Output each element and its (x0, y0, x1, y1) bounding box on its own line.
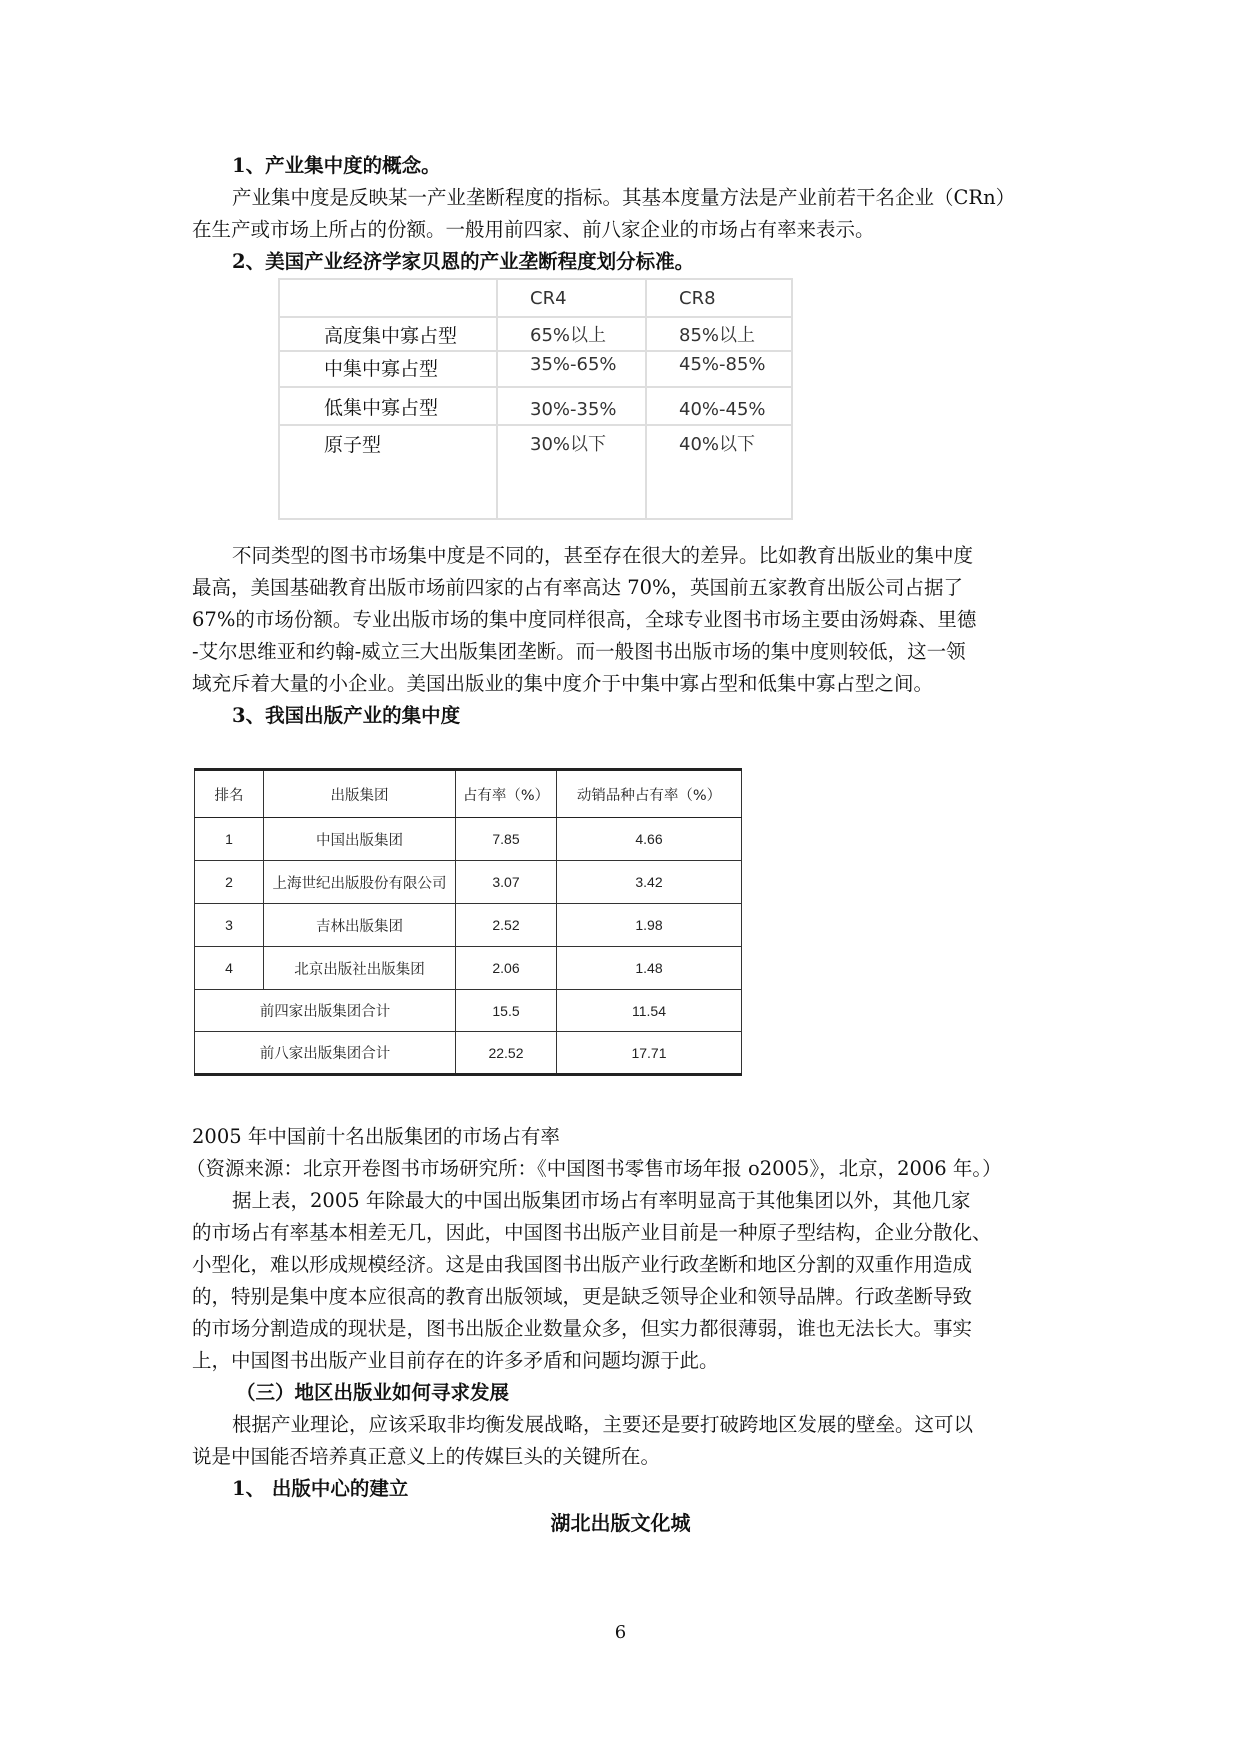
table-caption: 2005 年中国前十名出版集团的市场占有率 (192, 1125, 560, 1148)
table-cell: 40%以下 (646, 425, 792, 519)
section-heading-bain: 2、美国产业经济学家贝恩的产业垄断程度划分标准。 (232, 250, 695, 273)
table-cell: 中国出版集团 (264, 818, 456, 861)
table-cell: 85%以上 (646, 317, 792, 351)
table-cell: 原子型 (279, 425, 497, 519)
table-row (279, 317, 792, 351)
table-cell: 2.52 (456, 904, 557, 947)
center-title: 湖北出版文化城 (550, 1511, 691, 1535)
table-header-cell: CR8 (646, 279, 792, 317)
paragraph-line: 根据产业理论，应该采取非均衡发展战略，主要还是要打破跨地区发展的壁垒。这可以 (232, 1413, 974, 1436)
paragraph-line: 最高，美国基础教育出版市场前四家的占有率高达 70%，英国前五家教育出版公司占据了 (192, 576, 964, 599)
table-cell: 1 (195, 818, 264, 861)
table-source: （资源来源：北京开卷图书市场研究所：《中国图书零售市场年报 o2005》，北京，2006 年。） (186, 1157, 1002, 1180)
table-cell: 1.98 (557, 904, 742, 947)
bain-standard-table (278, 278, 793, 520)
paragraph-line: 的，特别是集中度本应很高的教育出版领域，更是缺乏领导企业和领导品牌。行政垄断导致 (192, 1285, 973, 1308)
table-cell: 45%-85% (646, 351, 792, 387)
table-cell: 2 (195, 861, 264, 904)
table-header-cell: 排名 (195, 770, 264, 818)
table-header-row (279, 279, 792, 317)
table-cell: 3.42 (557, 861, 742, 904)
table-cell: 2.06 (456, 947, 557, 990)
paragraph-line: 在生产或市场上所占的份额。一般用前四家、前八家企业的市场占有率来表示。 (192, 218, 875, 241)
section-heading-china: 3、我国出版产业的集中度 (232, 704, 461, 727)
paragraph-line: 67%的市场份额。专业出版市场的集中度同样很高，全球专业图书市场主要由汤姆森、里德 (192, 608, 977, 631)
table-header-cell: 占有率（%） (456, 770, 557, 818)
table-cell: 4 (195, 947, 264, 990)
paragraph-line: 的市场占有率基本相差无几，因此，中国图书出版产业目前是一种原子型结构，企业分散化、 (192, 1221, 992, 1244)
table-cell: 1.48 (557, 947, 742, 990)
table-cell: 3 (195, 904, 264, 947)
section-heading-regional: （三）地区出版业如何寻求发展 (236, 1381, 510, 1404)
table-cell: 3.07 (456, 861, 557, 904)
section-heading-concept: 1、产业集中度的概念。 (232, 154, 441, 177)
table-row (279, 425, 792, 519)
table-header-cell: CR4 (497, 279, 646, 317)
paragraph-line: 产业集中度是反映某一产业垄断程度的指标。其基本度量方法是产业前若干名企业（CRn） (232, 186, 1016, 209)
paragraph-line: 不同类型的图书市场集中度是不同的，甚至存在很大的差异。比如教育出版业的集中度 (232, 544, 974, 567)
china-publishing-share-table (194, 768, 742, 1076)
table-total-row (195, 990, 742, 1032)
table-cell: 上海世纪出版股份有限公司 (264, 861, 456, 904)
table-header-cell: 出版集团 (264, 770, 456, 818)
paragraph-line: 上，中国图书出版产业目前存在的许多矛盾和问题均源于此。 (192, 1349, 719, 1372)
table-cell: 15.5 (456, 990, 557, 1032)
table-cell: 高度集中寡占型 (279, 317, 497, 351)
table-cell: 30%-35% (497, 387, 646, 425)
table-header-cell (279, 279, 497, 317)
table-cell: 30%以下 (497, 425, 646, 519)
table-cell: 7.85 (456, 818, 557, 861)
table-cell: 北京出版社出版集团 (264, 947, 456, 990)
table-total-row (195, 1032, 742, 1075)
table-cell: 低集中寡占型 (279, 387, 497, 425)
table-row (195, 904, 742, 947)
table-cell: 11.54 (557, 990, 742, 1032)
table-cell: 35%-65% (497, 351, 646, 387)
paragraph-line: -艾尔思维亚和约翰-威立三大出版集团垄断。而一般图书出版市场的集中度则较低，这一领 (192, 640, 966, 663)
subsection-heading: 1、 出版中心的建立 (232, 1477, 409, 1500)
table-header-row (195, 770, 742, 818)
paragraph-line: 据上表，2005 年除最大的中国出版集团市场占有率明显高于其他集团以外，其他几家 (232, 1189, 971, 1212)
table-row (279, 351, 792, 387)
table-row (279, 387, 792, 425)
table-cell: 中集中寡占型 (279, 351, 497, 387)
paragraph-line: 的市场分割造成的现状是，图书出版企业数量众多，但实力都很薄弱，谁也无法长大。事实 (192, 1317, 973, 1340)
paragraph-line: 域充斥着大量的小企业。美国出版业的集中度介于中集中寡占型和低集中寡占型之间。 (192, 672, 934, 695)
table-cell: 前四家出版集团合计 (195, 990, 456, 1032)
table-cell: 前八家出版集团合计 (195, 1032, 456, 1075)
page-number: 6 (614, 1622, 627, 1643)
table-cell: 22.52 (456, 1032, 557, 1075)
table-cell: 吉林出版集团 (264, 904, 456, 947)
table-row (195, 947, 742, 990)
table-cell: 17.71 (557, 1032, 742, 1075)
table-row (195, 861, 742, 904)
table-cell: 4.66 (557, 818, 742, 861)
table-row (195, 818, 742, 861)
paragraph-line: 说是中国能否培养真正意义上的传媒巨头的关键所在。 (192, 1445, 661, 1468)
table-cell: 65%以上 (497, 317, 646, 351)
table-cell: 40%-45% (646, 387, 792, 425)
table-header-cell: 动销品种占有率（%） (557, 770, 742, 818)
paragraph-line: 小型化，难以形成规模经济。这是由我国图书出版产业行政垄断和地区分割的双重作用造成 (192, 1253, 973, 1276)
